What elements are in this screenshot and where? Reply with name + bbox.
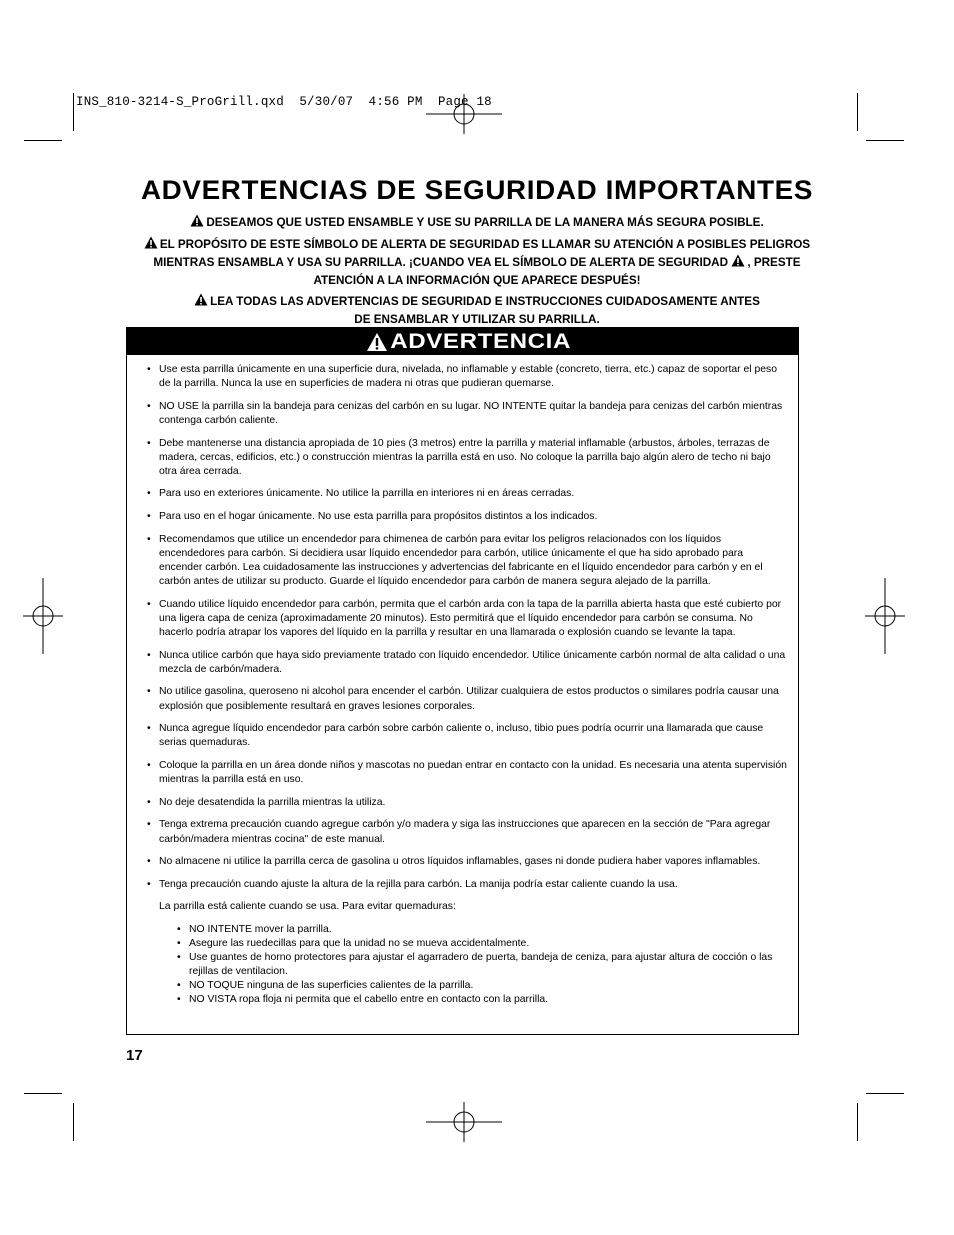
crop-mark: [866, 140, 904, 141]
warning-item: • Nunca utilice carbón que haya sido previamente tratado con líquido encendedor. Utilice únicamente carbón normal de alta calidad o una mezcla de carbón/madera.: [147, 649, 788, 677]
safety-alert-icon: [190, 214, 204, 227]
registration-mark-bottom: [426, 1102, 502, 1142]
warning-item: • Use esta parrilla únicamente en una superficie dura, nivelada, no inflamable y estable (concreto, tierra, etc.) capaz de soportar el peso de la parrilla. Nunca la use en superficies de madera ni otras que pudieran quemarse.: [147, 363, 788, 391]
warning-item: • NO USE la parrilla sin la bandeja para cenizas del carbón en su lugar. NO INTENTE quitar la bandeja para cenizas del carbón mientras contenga carbón caliente.: [147, 400, 788, 428]
warning-item: • Para uso en el hogar únicamente. No use esta parrilla para propósitos distintos a los indicados.: [147, 510, 788, 524]
intro-paragraph-1: DESEAMOS QUE USTED ENSAMBLE Y USE SU PARRILLA DE LA MANERA MÁS SEGURA POSIBLE.: [130, 214, 824, 232]
intro-paragraph-3: LEA TODAS LAS ADVERTENCIAS DE SEGURIDAD E INSTRUCCIONES CUIDADOSAMENTE ANTES DE ENSAMBLAR Y UTILIZAR SU PARRILLA.: [130, 293, 824, 329]
warning-item: • No utilice gasolina, queroseno ni alcohol para encender el carbón. Utilizar cualquiera de estos productos o similares podría causar una explosión que posiblemente resultará en graves lesiones corporales.: [147, 685, 788, 713]
crop-mark: [73, 1103, 74, 1141]
safety-alert-icon: [144, 236, 158, 249]
crop-mark: [857, 93, 858, 131]
crop-mark: [24, 1093, 62, 1094]
safety-alert-icon: [731, 254, 745, 267]
hot-grill-item: • Asegure las ruedecillas para que la unidad no se mueva accidentalmente.: [177, 937, 788, 951]
page-title: ADVERTENCIAS DE SEGURIDAD IMPORTANTES: [140, 175, 814, 205]
safety-alert-icon: [194, 293, 208, 306]
hot-grill-item: • NO INTENTE mover la parrilla.: [177, 923, 788, 937]
warning-item: • Debe mantenerse una distancia apropiada de 10 pies (3 metros) entre la parrilla y material inflamable (arbustos, árboles, terrazas de madera, cercas, edificios, etc.) o construcción mientras la parrilla está en uso. No coloque la parrilla bajo algún alero de techo ni bajo otra área cerrada.: [147, 437, 788, 479]
print-slug: INS_810-3214-S_ProGrill.qxd 5/30/07 4:56 PM Page 18: [76, 95, 492, 109]
crop-mark: [866, 1093, 904, 1094]
crop-mark: [24, 140, 62, 141]
hot-grill-item: • NO TOQUE ninguna de las superficies calientes de la parrilla.: [177, 979, 788, 993]
hot-grill-list: [127, 923, 798, 1008]
registration-mark-left: [23, 578, 63, 654]
warning-item: • No almacene ni utilice la parrilla cerca de gasolina u otros líquidos inflamables, gases ni donde pudiera haber vapores inflamables.: [147, 855, 788, 869]
warning-list: [127, 355, 798, 892]
warning-item: • Para uso en exteriores únicamente. No utilice la parrilla en interiores ni en áreas cerradas.: [147, 487, 788, 501]
warning-label: ADVERTENCIA: [390, 329, 571, 353]
hot-grill-intro: La parrilla está caliente cuando se usa. Para evitar quemaduras:: [159, 901, 456, 913]
safety-intro: [130, 214, 824, 333]
hot-grill-item: • Use guantes de horno protectores para ajustar el agarradero de puerta, bandeja de ceniza, para ajustar altura de cocción o las rejillas de ventilacion.: [177, 951, 788, 979]
warning-triangle-icon: [366, 332, 388, 352]
registration-mark-top: [426, 94, 502, 134]
warning-item: • Tenga extrema precaución cuando agregue carbón y/o madera y siga las instrucciones que aparecen en la sección de "Para agregar carbón/madera mientras cocina" de este manual.: [147, 818, 788, 846]
warning-header-bar: [127, 328, 798, 355]
registration-mark-right: [865, 578, 905, 654]
warning-item: • Nunca agregue líquido encendedor para carbón sobre carbón caliente o, incluso, tibio pues podría ocurrir una llamarada que cause serias quemaduras.: [147, 722, 788, 750]
crop-mark: [73, 93, 74, 131]
warning-item: • Recomendamos que utilice un encendedor para chimenea de carbón para evitar los peligros relacionados con los líquidos encendedores para carbón. Si decidiera usar líquido encendedor para carbón, utilice únicamente el que ha sido aprobado para encender carbón. Lea cuidadosamente las instrucciones y advertencias del fabricante en el líquido encendedor para carbón y en el carbón antes de utilizar su producto. Guarde el líquido encendedor para carbón de manera segura alejado de la parrilla.: [147, 533, 788, 589]
warning-box: [126, 327, 799, 1035]
crop-mark: [857, 1103, 858, 1141]
warning-item: • Cuando utilice líquido encendedor para carbón, permita que el carbón arda con la tapa de la parrilla abierta hasta que esté cubierto por una ligera capa de ceniza (aproximadamente 20 minutos). Esto permitirá que el líquido encendedor para carbón se consuma. No hacerlo podría atrapar los vapores del líquido en la parrilla y resultar en una llamarada o explosión cuando se levante la tapa.: [147, 598, 788, 640]
warning-item: • Tenga precaución cuando ajuste la altura de la rejilla para carbón. La manija podría estar caliente cuando la usa.: [147, 878, 788, 892]
hot-grill-item: • NO VISTA ropa floja ni permita que el cabello entre en contacto con la parrilla.: [177, 993, 788, 1007]
warning-item: • No deje desatendida la parrilla mientras la utiliza.: [147, 796, 788, 810]
page-number: 17: [126, 1047, 143, 1064]
warning-item: • Coloque la parrilla en un área donde niños y mascotas no puedan entrar en contacto con la unidad. Es necesaria una atenta supervisión mientras la parrilla está en uso.: [147, 759, 788, 787]
intro-paragraph-2: EL PROPÓSITO DE ESTE SÍMBOLO DE ALERTA DE SEGURIDAD ES LLAMAR SU ATENCIÓN A POSIBLES PELIGROS MIENTRAS ENSAMBLA Y USA SU PARRILLA. ¡CUANDO VEA EL SÍMBOLO DE ALERTA DE SEGURIDAD , PRESTE ATENCIÓN A LA INFORMACIÓN QUE APARECE DESPUÉS!: [130, 236, 824, 290]
